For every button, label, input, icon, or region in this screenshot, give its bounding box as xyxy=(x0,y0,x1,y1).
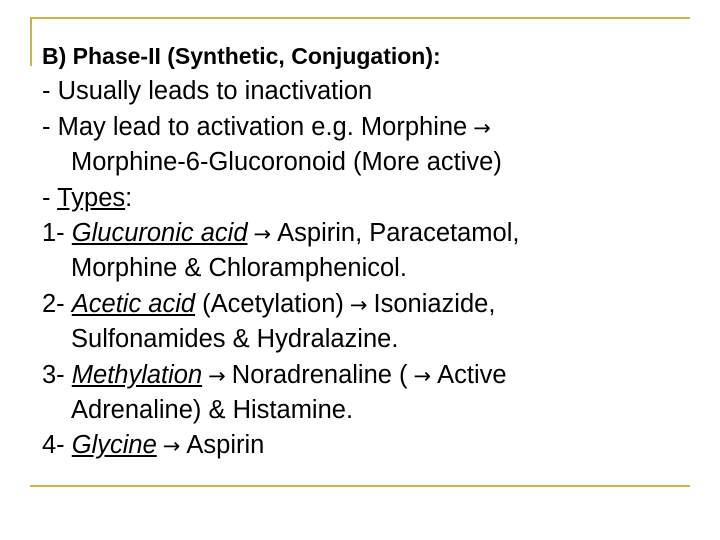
item-text: Isoniazide, xyxy=(373,289,496,318)
right-arrow-icon: → xyxy=(162,434,181,459)
right-arrow-icon: → xyxy=(413,363,432,388)
list-item-cont: Morphine & Chloramphenicol. xyxy=(71,254,407,283)
left-rule xyxy=(30,17,32,66)
types-prefix: - xyxy=(42,183,58,212)
item-number: 1- xyxy=(42,218,72,247)
list-item xyxy=(42,287,702,322)
line-may-lead-cont: Morphine-6-Glucoronoid (More active) xyxy=(71,148,502,177)
list-item-cont: Adrenaline) & Histamine. xyxy=(71,395,354,424)
item-text-post: Active xyxy=(437,360,507,389)
top-rule xyxy=(30,17,690,19)
line-usually: - Usually leads to inactivation xyxy=(42,77,373,106)
bottom-rule xyxy=(30,485,690,487)
types-suffix: : xyxy=(125,183,133,212)
slide-content xyxy=(42,39,702,464)
line-types xyxy=(42,181,702,216)
list-item xyxy=(42,428,702,463)
right-arrow-icon: → xyxy=(208,363,226,388)
item-number: 3- xyxy=(42,360,72,389)
list-item-cont: Sulfonamides & Hydralazine. xyxy=(71,325,399,354)
item-text: Aspirin, Paracetamol, xyxy=(277,218,520,247)
right-arrow-icon: → xyxy=(473,115,491,140)
item-agent: Glycine xyxy=(71,431,157,460)
item-text: Aspirin xyxy=(186,431,265,460)
list-item xyxy=(42,358,702,393)
item-number: 2- xyxy=(42,289,72,318)
item-agent-note: (Acetylation) xyxy=(195,289,344,318)
item-number: 4- xyxy=(42,431,72,460)
right-arrow-icon: → xyxy=(349,292,368,317)
item-agent: Glucuronic acid xyxy=(71,218,248,247)
may-lead-text: - May lead to activation e.g. Morphine xyxy=(42,112,468,141)
item-text: Noradrenaline ( xyxy=(231,360,408,389)
right-arrow-icon: → xyxy=(253,221,272,246)
item-agent: Methylation xyxy=(71,360,203,389)
line-may-lead xyxy=(42,110,702,145)
types-word: Types xyxy=(57,183,126,212)
slide-title: B) Phase-II (Synthetic, Conjugation): xyxy=(42,43,441,69)
list-item xyxy=(42,216,702,251)
item-agent: Acetic acid xyxy=(71,289,196,318)
